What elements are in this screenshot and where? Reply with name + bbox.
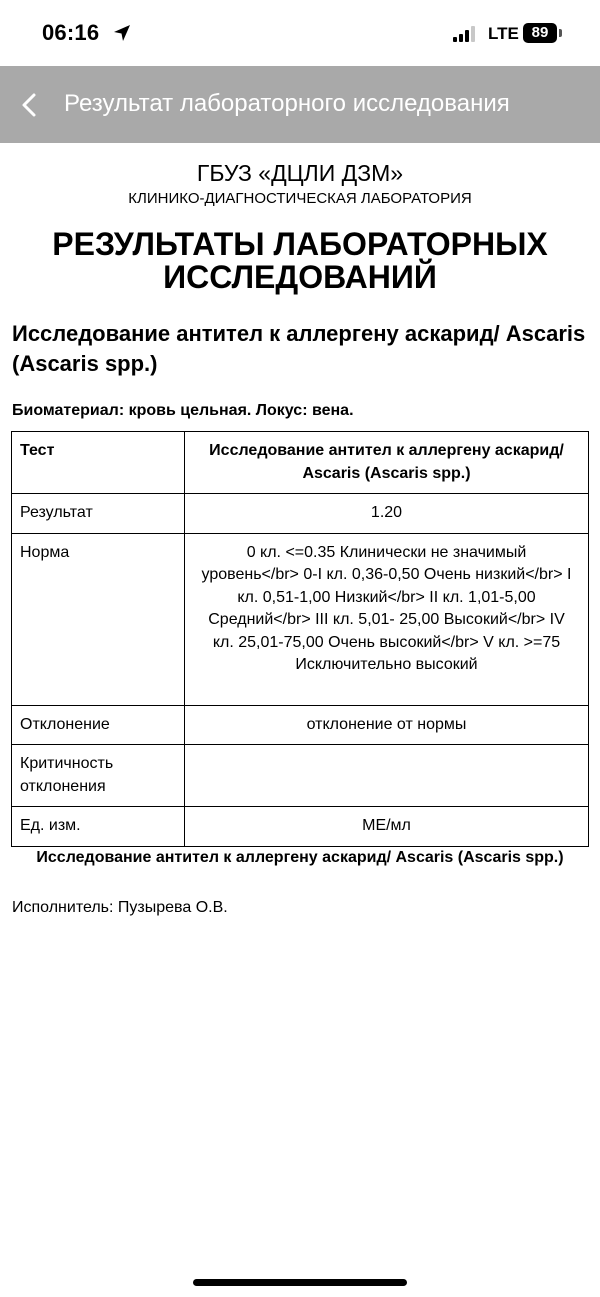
location-arrow-icon <box>112 23 132 43</box>
battery-tip <box>559 29 562 37</box>
row-key: Норма <box>12 533 185 705</box>
chevron-left-icon[interactable] <box>14 88 46 122</box>
reference-range: 0 кл. <=0.35 Клинически не значимый уровень</br> 0-I кл. 0,36-0,50 Очень низкий</br> I кл. 0,51-1,00 Низкий</br> II кл. 1,01-5,00 Средний</br> III кл. 5,01- 25,00 Высокий</br> IV кл. 25,01-75,00 Очень высокий</br> V кл. >=75 Исключительно высокий <box>185 533 589 705</box>
org-name: ГБУЗ «ДЦЛИ ДЗМ» <box>196 160 404 186</box>
table-row <box>12 533 589 705</box>
table-row <box>12 432 589 494</box>
deviation-value: отклонение от нормы <box>185 705 589 745</box>
row-key: Критичность отклонения <box>12 745 185 807</box>
nav-title: Результат лабораторного исследования <box>64 90 510 117</box>
org-subtitle: КЛИНИКО-ДИАГНОСТИЧЕСКАЯ ЛАБОРАТОРИЯ <box>128 190 472 207</box>
unit-value: МЕ/мл <box>185 807 589 847</box>
result-value: 1.20 <box>185 494 589 534</box>
network-type: LTE <box>488 24 519 43</box>
row-key: Ед. изм. <box>12 807 185 847</box>
biomaterial-line: Биоматериал: кровь цельная. Локус: вена. <box>12 402 354 419</box>
nav-bar <box>0 66 600 143</box>
footer-test-title: Исследование антител к аллергену аскарид/ Ascaris (Ascaris spp.) <box>36 849 564 866</box>
table-row <box>12 807 589 847</box>
status-bar <box>0 0 600 66</box>
performer: Исполнитель: Пузырева О.В. <box>12 899 228 916</box>
status-time: 06:16 <box>42 20 100 45</box>
row-key: Результат <box>12 494 185 534</box>
row-value: Исследование антител к аллергену аскарид/ Ascaris (Ascaris spp.) <box>185 432 589 494</box>
results-table <box>11 431 589 847</box>
table-row <box>12 494 589 534</box>
battery-icon: 89 <box>523 23 557 43</box>
row-key: Отклонение <box>12 705 185 745</box>
test-title: Исследование антител к аллергену аскарид/ Ascaris (Ascaris spp.) <box>12 321 586 376</box>
criticality-value <box>185 745 589 807</box>
table-row <box>12 745 589 807</box>
row-key: Тест <box>12 432 185 494</box>
table-row <box>12 705 589 745</box>
home-indicator[interactable] <box>193 1279 407 1286</box>
cellular-signal-icon <box>453 26 479 42</box>
page-title: РЕЗУЛЬТАТЫ ЛАБОРАТОРНЫХ ИССЛЕДОВАНИЙ <box>52 226 548 295</box>
